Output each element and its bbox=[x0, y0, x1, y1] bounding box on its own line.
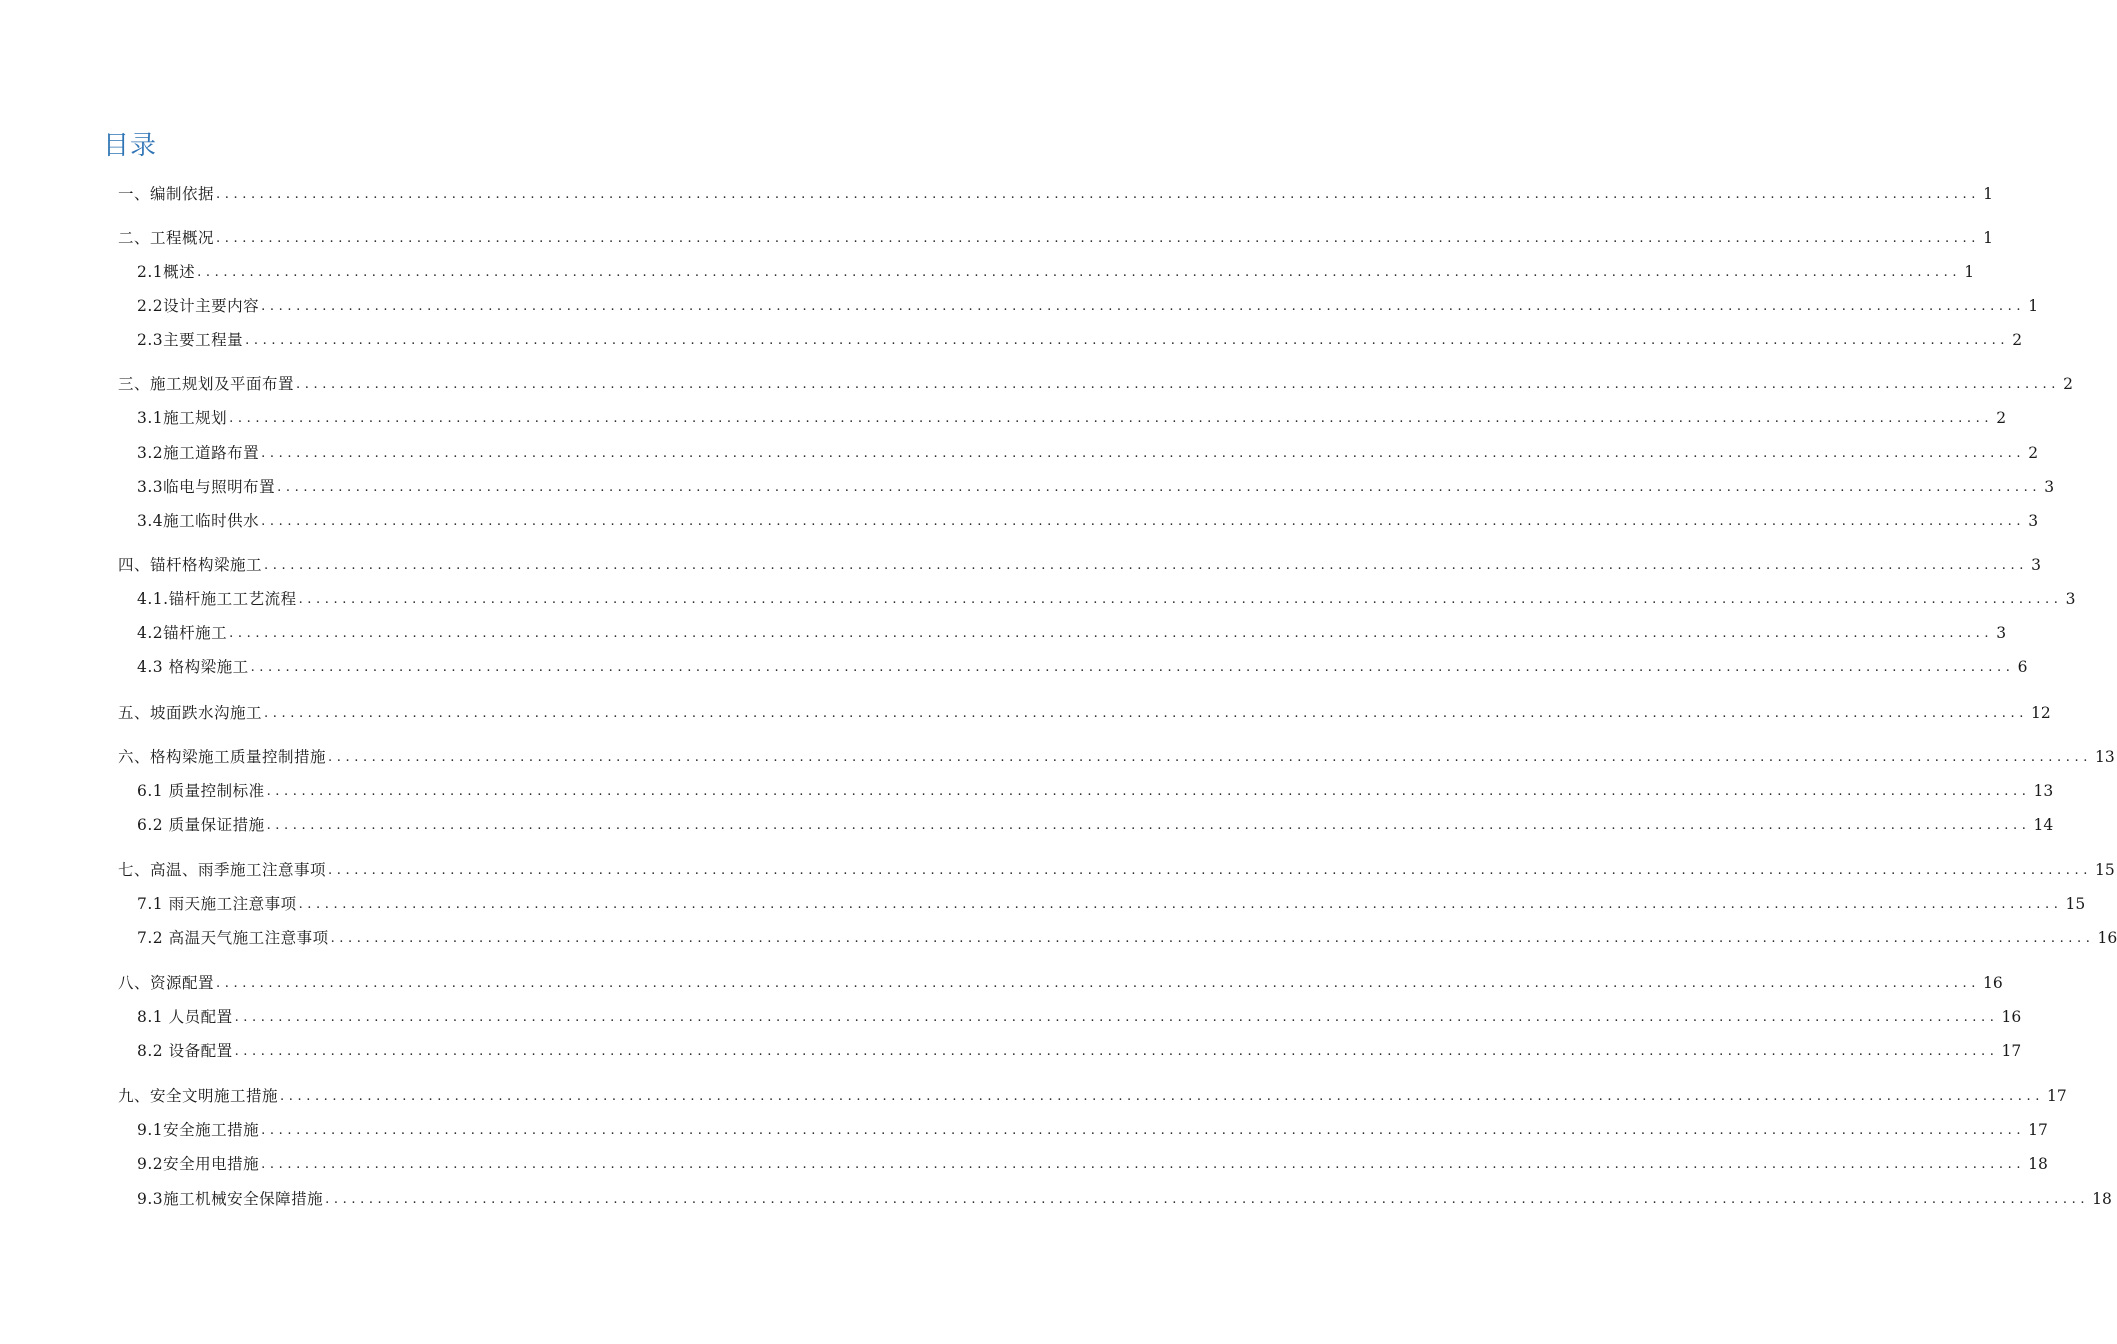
toc-entry[interactable] bbox=[137, 779, 2054, 801]
toc-entry[interactable] bbox=[118, 1084, 2067, 1106]
toc-entry-label: 8.1 人员配置 bbox=[137, 1008, 233, 1026]
toc-entry-label: 九、安全文明施工措施 bbox=[118, 1087, 279, 1105]
toc-page-number: 17 bbox=[2001, 1042, 2022, 1060]
toc-entry[interactable] bbox=[137, 926, 2117, 948]
toc-page-number: 3 bbox=[2031, 556, 2041, 574]
toc-entry[interactable] bbox=[118, 372, 2073, 394]
toc-entry[interactable] bbox=[118, 701, 2051, 723]
toc-entry-label: 9.2安全用电措施 bbox=[137, 1155, 260, 1173]
toc-leader-dots: .......................................................................................................................................................................................................... bbox=[216, 231, 1980, 246]
toc-leader-dots: .......................................................................................................................................................................................................... bbox=[234, 1044, 1999, 1059]
toc-page-number: 3 bbox=[2065, 590, 2076, 608]
toc-entry[interactable] bbox=[137, 1118, 2048, 1140]
toc-page-number: 17 bbox=[2046, 1087, 2067, 1105]
toc-entry-label: 4.2锚杆施工 bbox=[137, 624, 228, 642]
toc-entry[interactable] bbox=[137, 509, 2039, 531]
toc-page-number: 16 bbox=[1982, 974, 2003, 992]
toc-entry[interactable] bbox=[137, 1039, 2022, 1061]
toc-entry[interactable] bbox=[137, 892, 2086, 914]
toc-leader-dots: .......................................................................................................................................................................................................... bbox=[229, 411, 1994, 426]
toc-page-number: 3 bbox=[2044, 478, 2055, 496]
toc-entry-label: 4.3 格构梁施工 bbox=[137, 658, 249, 676]
toc-leader-dots: .......................................................................................................................................................................................................... bbox=[325, 1192, 2090, 1207]
toc-leader-dots: .......................................................................................................................................................................................................... bbox=[234, 1010, 1999, 1025]
toc-entry-label: 八、资源配置 bbox=[118, 974, 215, 992]
toc-entry-label: 7.1 雨天施工注意事项 bbox=[137, 895, 297, 913]
toc-entry-label: 2.2设计主要内容 bbox=[137, 297, 260, 315]
toc-leader-dots: .......................................................................................................................................................................................................... bbox=[330, 931, 2095, 946]
toc-entry[interactable] bbox=[137, 655, 2028, 677]
toc-leader-dots: .......................................................................................................................................................................................................... bbox=[261, 514, 2026, 529]
toc-page-number: 2 bbox=[2063, 375, 2073, 393]
toc-entry[interactable] bbox=[137, 260, 1975, 282]
toc-entry[interactable] bbox=[137, 587, 2076, 609]
toc-entry-label: 3.1施工规划 bbox=[137, 409, 228, 427]
toc-leader-dots: .......................................................................................................................................................................................................... bbox=[261, 299, 2026, 314]
toc-page-number: 1 bbox=[1983, 185, 1993, 203]
toc-leader-dots: .......................................................................................................................................................................................................... bbox=[261, 1157, 2026, 1172]
toc-leader-dots: .......................................................................................................................................................................................................... bbox=[298, 897, 2063, 912]
toc-entry-label: 6.2 质量保证措施 bbox=[137, 816, 265, 834]
toc-page-number: 1 bbox=[2028, 297, 2039, 315]
toc-page-number: 16 bbox=[2001, 1008, 2022, 1026]
toc-entry-label: 2.3主要工程量 bbox=[137, 331, 244, 349]
toc-page-number: 1 bbox=[1964, 263, 1975, 281]
toc-entry[interactable] bbox=[118, 745, 2115, 767]
toc-page-number: 2 bbox=[1996, 409, 2007, 427]
toc-entry[interactable] bbox=[137, 813, 2054, 835]
toc-page-number: 13 bbox=[2094, 748, 2115, 766]
toc-leader-dots: .......................................................................................................................................................................................................... bbox=[245, 333, 2010, 348]
toc-entry-label: 三、施工规划及平面布置 bbox=[118, 375, 295, 393]
toc-page-number: 14 bbox=[2033, 816, 2054, 834]
toc-entry-label: 6.1 质量控制标准 bbox=[137, 782, 265, 800]
toc-entry[interactable] bbox=[118, 858, 2115, 880]
toc-page-number: 12 bbox=[2030, 704, 2051, 722]
toc-entry[interactable] bbox=[137, 475, 2055, 497]
toc-leader-dots: .......................................................................................................................................................................................................... bbox=[261, 446, 2026, 461]
toc-leader-dots: .......................................................................................................................................................................................................... bbox=[266, 818, 2031, 833]
toc-entry-label: 9.1安全施工措施 bbox=[137, 1121, 260, 1139]
toc-entry[interactable] bbox=[118, 553, 2041, 575]
toc-leader-dots: .......................................................................................................................................................................................................... bbox=[216, 187, 1980, 202]
toc-entry-label: 3.4施工临时供水 bbox=[137, 512, 260, 530]
toc-leader-dots: .......................................................................................................................................................................................................... bbox=[197, 265, 1962, 280]
toc-leader-dots: .......................................................................................................................................................................................................... bbox=[250, 660, 2015, 675]
toc-entry[interactable] bbox=[118, 971, 2003, 993]
toc-entry-label: 4.1.锚杆施工工艺流程 bbox=[137, 590, 297, 608]
toc-page-number: 13 bbox=[2033, 782, 2054, 800]
toc-entry[interactable] bbox=[137, 294, 2039, 316]
toc-page-number: 1 bbox=[1983, 229, 1993, 247]
toc-entry-label: 8.2 设备配置 bbox=[137, 1042, 233, 1060]
toc-leader-dots: .......................................................................................................................................................................................................... bbox=[296, 377, 2060, 392]
toc-entry[interactable] bbox=[137, 406, 2007, 428]
toc-leader-dots: .......................................................................................................................................................................................................... bbox=[277, 480, 2042, 495]
toc-leader-dots: .......................................................................................................................................................................................................... bbox=[298, 592, 2063, 607]
toc-leader-dots: .......................................................................................................................................................................................................... bbox=[264, 558, 2028, 573]
toc-page-number: 3 bbox=[2028, 512, 2039, 530]
toc-entry[interactable] bbox=[118, 182, 1993, 204]
toc-leader-dots: .......................................................................................................................................................................................................... bbox=[280, 1089, 2044, 1104]
toc-page-number: 18 bbox=[2092, 1190, 2112, 1208]
toc-entry[interactable] bbox=[137, 328, 2023, 350]
toc-entry-label: 一、编制依据 bbox=[118, 185, 215, 203]
toc-entry-label: 二、工程概况 bbox=[118, 229, 215, 247]
toc-entry[interactable] bbox=[137, 621, 2007, 643]
toc-page-number: 15 bbox=[2094, 861, 2115, 879]
toc-page-number: 15 bbox=[2065, 895, 2086, 913]
toc-entry-label: 3.2施工道路布置 bbox=[137, 444, 260, 462]
toc-entry-label: 3.3临电与照明布置 bbox=[137, 478, 276, 496]
toc-page-number: 6 bbox=[2017, 658, 2028, 676]
toc-entry-label: 五、坡面跌水沟施工 bbox=[118, 704, 263, 722]
toc-page-number: 16 bbox=[2097, 929, 2117, 947]
toc-page-number: 17 bbox=[2028, 1121, 2048, 1139]
toc-entry[interactable] bbox=[137, 1187, 2112, 1209]
toc-leader-dots: .......................................................................................................................................................................................................... bbox=[328, 750, 2092, 765]
toc-entry-label: 四、锚杆格构梁施工 bbox=[118, 556, 263, 574]
toc-page-number: 3 bbox=[1996, 624, 2007, 642]
toc-page-number: 2 bbox=[2012, 331, 2023, 349]
toc-leader-dots: .......................................................................................................................................................................................................... bbox=[229, 626, 1994, 641]
toc-leader-dots: .......................................................................................................................................................................................................... bbox=[264, 706, 2028, 721]
toc-entry[interactable] bbox=[118, 226, 1993, 248]
toc-entry[interactable] bbox=[137, 441, 2039, 463]
toc-entry-label: 7.2 高温天气施工注意事项 bbox=[137, 929, 329, 947]
toc-leader-dots: .......................................................................................................................................................................................................... bbox=[216, 976, 1980, 991]
toc-title: 目录 bbox=[103, 131, 158, 161]
toc-entry[interactable] bbox=[137, 1005, 2022, 1027]
toc-entry-label: 六、格构梁施工质量控制措施 bbox=[118, 748, 327, 766]
toc-leader-dots: .......................................................................................................................................................................................................... bbox=[266, 784, 2031, 799]
toc-page-number: 2 bbox=[2028, 444, 2039, 462]
toc-page-number: 18 bbox=[2028, 1155, 2048, 1173]
toc-entry-label: 七、高温、雨季施工注意事项 bbox=[118, 861, 327, 879]
toc-entry[interactable] bbox=[137, 1152, 2048, 1174]
toc-entry-label: 9.3施工机械安全保障措施 bbox=[137, 1190, 324, 1208]
toc-entry-label: 2.1概述 bbox=[137, 263, 196, 281]
toc-leader-dots: .......................................................................................................................................................................................................... bbox=[328, 863, 2092, 878]
toc-leader-dots: .......................................................................................................................................................................................................... bbox=[261, 1123, 2026, 1138]
